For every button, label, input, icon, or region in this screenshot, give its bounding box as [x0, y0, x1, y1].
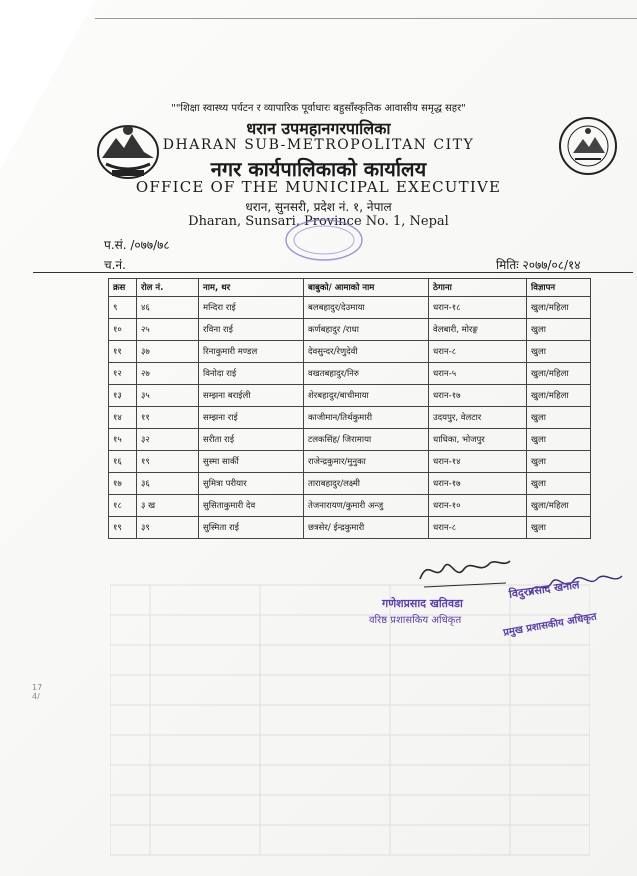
cell-name: सरीता राई: [199, 429, 304, 451]
cell-roll: २५: [137, 319, 199, 341]
cell-parents: छत्रसेर/ ईन्द्रकुमारी: [304, 517, 429, 539]
cell-name: रिनाकुमारी मण्डल: [199, 341, 304, 363]
cell-category: खुला/महिला: [527, 495, 591, 517]
cell-serial: ९: [109, 297, 137, 319]
cell-address: वेलबारी, मोरङ्ग: [429, 319, 527, 341]
executive-office-np: नगर कार्यपालिकाको कार्यालय: [210, 157, 427, 181]
cell-serial: १६: [109, 451, 137, 473]
cell-roll: ३७: [137, 341, 199, 363]
table-row: [109, 495, 591, 517]
table-row: [109, 297, 591, 319]
table-row: [109, 363, 591, 385]
header-category: विज्ञापन: [527, 279, 591, 297]
cell-serial: १५: [109, 429, 137, 451]
cell-category: खुला: [527, 473, 591, 495]
cell-serial: १९: [109, 517, 137, 539]
cell-category: खुला: [527, 429, 591, 451]
cell-serial: १२: [109, 363, 137, 385]
header-parents: बाबुको/ आमाको नाम: [304, 279, 429, 297]
cell-serial: १४: [109, 407, 137, 429]
header-name: नाम, थर: [199, 279, 304, 297]
cell-address: धरान-१७: [429, 385, 527, 407]
cell-parents: काजीमान/तिर्थकुमारी: [304, 407, 429, 429]
table-row: [109, 473, 591, 495]
address-en: Dharan, Sunsari, Province No. 1, Nepal: [188, 214, 449, 229]
table-row: [109, 451, 591, 473]
cell-name: विनोदा राई: [199, 363, 304, 385]
header-divider: [33, 272, 633, 273]
cell-roll: ३६: [137, 473, 199, 495]
top-edge-line: [95, 18, 637, 19]
officer2-title: प्रमुख प्रशासकीय अधिकृत: [502, 611, 598, 639]
cell-category: खुला: [527, 407, 591, 429]
cell-address: धरान-८: [429, 517, 527, 539]
cell-roll: ३५: [137, 385, 199, 407]
cell-name: सुस्मा सार्की: [199, 451, 304, 473]
executive-office-en: OFFICE OF THE MUNICIPAL EXECUTIVE: [135, 178, 502, 196]
table-row: [109, 385, 591, 407]
cell-serial: १८: [109, 495, 137, 517]
office-stamp: [284, 218, 364, 262]
table-row: [109, 517, 591, 539]
cell-address: धरान-१०: [429, 495, 527, 517]
dispatch-number: च.नं.: [104, 258, 126, 272]
cell-serial: १०: [109, 319, 137, 341]
candidate-table: [108, 278, 591, 539]
cell-serial: ११: [109, 341, 137, 363]
office-name-np: धरान उपमहानगरपालिका: [246, 119, 391, 138]
cell-address: उदयपुर, वेलटार: [429, 407, 527, 429]
cell-parents: वखतबहादुर/निरु: [304, 363, 429, 385]
table-header-row: [109, 279, 591, 297]
cell-parents: टलकसिंह/ जिरामाया: [304, 429, 429, 451]
margin-mark: 17 4/: [32, 683, 43, 701]
bleed-through-table: [110, 575, 590, 865]
letter-number: प.सं. /०७७/७८: [104, 238, 170, 252]
cell-parents: राजेन्द्रकुमार/मुनुका: [304, 451, 429, 473]
cell-category: खुला: [527, 341, 591, 363]
address-np: धरान, सुनसरी, प्रदेश नं. १, नेपाल: [245, 200, 392, 214]
cell-category: खुला/महिला: [527, 385, 591, 407]
cell-name: सुमित्रा परीयार: [199, 473, 304, 495]
cell-roll: ११: [137, 407, 199, 429]
cell-roll: ३९: [137, 517, 199, 539]
cell-roll: १९: [137, 451, 199, 473]
cell-category: खुला/महिला: [527, 297, 591, 319]
cell-name: सुसिताकुमारी देव: [199, 495, 304, 517]
cell-category: खुला/महिला: [527, 363, 591, 385]
cell-name: सम्झना राई: [199, 407, 304, 429]
cell-name: मन्दिरा राई: [199, 297, 304, 319]
cell-address: धरान-१७: [429, 473, 527, 495]
cell-parents: बलबहादुर/देउमाया: [304, 297, 429, 319]
cell-address: धाधिका, भोजपुर: [429, 429, 527, 451]
office-name-en: DHARAN SUB-METROPOLITAN CITY: [162, 137, 475, 153]
cell-parents: शेरबहादुर/बाचीमाया: [304, 385, 429, 407]
header-slogan: ""शिक्षा स्वास्थ्य पर्यटन र व्यापारिक पूर्वाधारः बहुसाँस्कृतिक आवासीय समृद्ध सहर": [171, 103, 466, 114]
officer1-title: वरिष्ठ प्रशासकिय अधिकृत: [369, 615, 462, 626]
table-row: [109, 319, 591, 341]
cell-category: खुला: [527, 451, 591, 473]
cell-parents: ताराबहादुर/लक्ष्मी: [304, 473, 429, 495]
cell-address: धरान-५: [429, 363, 527, 385]
table-row: [109, 429, 591, 451]
officer2-name: विदुरप्रसाद खनाल: [508, 578, 581, 601]
cell-parents: कर्णबहादुर /राधा: [304, 319, 429, 341]
cell-category: खुला: [527, 319, 591, 341]
officer1-name: गणेशप्रसाद खतिवडा: [382, 597, 463, 610]
cell-name: रविना राई: [199, 319, 304, 341]
table-row: [109, 341, 591, 363]
cell-roll: २७: [137, 363, 199, 385]
cell-address: धरान-१४: [429, 451, 527, 473]
cell-serial: १७: [109, 473, 137, 495]
cell-roll: ३ ख: [137, 495, 199, 517]
cell-address: धरान-१८: [429, 297, 527, 319]
cell-name: सम्झना बराईली: [199, 385, 304, 407]
table-row: [109, 407, 591, 429]
cell-roll: ४६: [137, 297, 199, 319]
cell-parents: तेजनारायण/कुमारी अन्जु: [304, 495, 429, 517]
cell-address: धरान-८: [429, 341, 527, 363]
cell-name: सुस्मिता राई: [199, 517, 304, 539]
header-address: ठेगाना: [429, 279, 527, 297]
header-roll: रोल नं.: [137, 279, 199, 297]
cell-parents: देवसुन्दर/रेणुदेवी: [304, 341, 429, 363]
cell-roll: ३२: [137, 429, 199, 451]
cell-serial: १३: [109, 385, 137, 407]
cell-category: खुला: [527, 517, 591, 539]
letter-date: मितिः २०७७/०८/१४: [496, 258, 581, 272]
header-serial: क्रस: [109, 279, 137, 297]
